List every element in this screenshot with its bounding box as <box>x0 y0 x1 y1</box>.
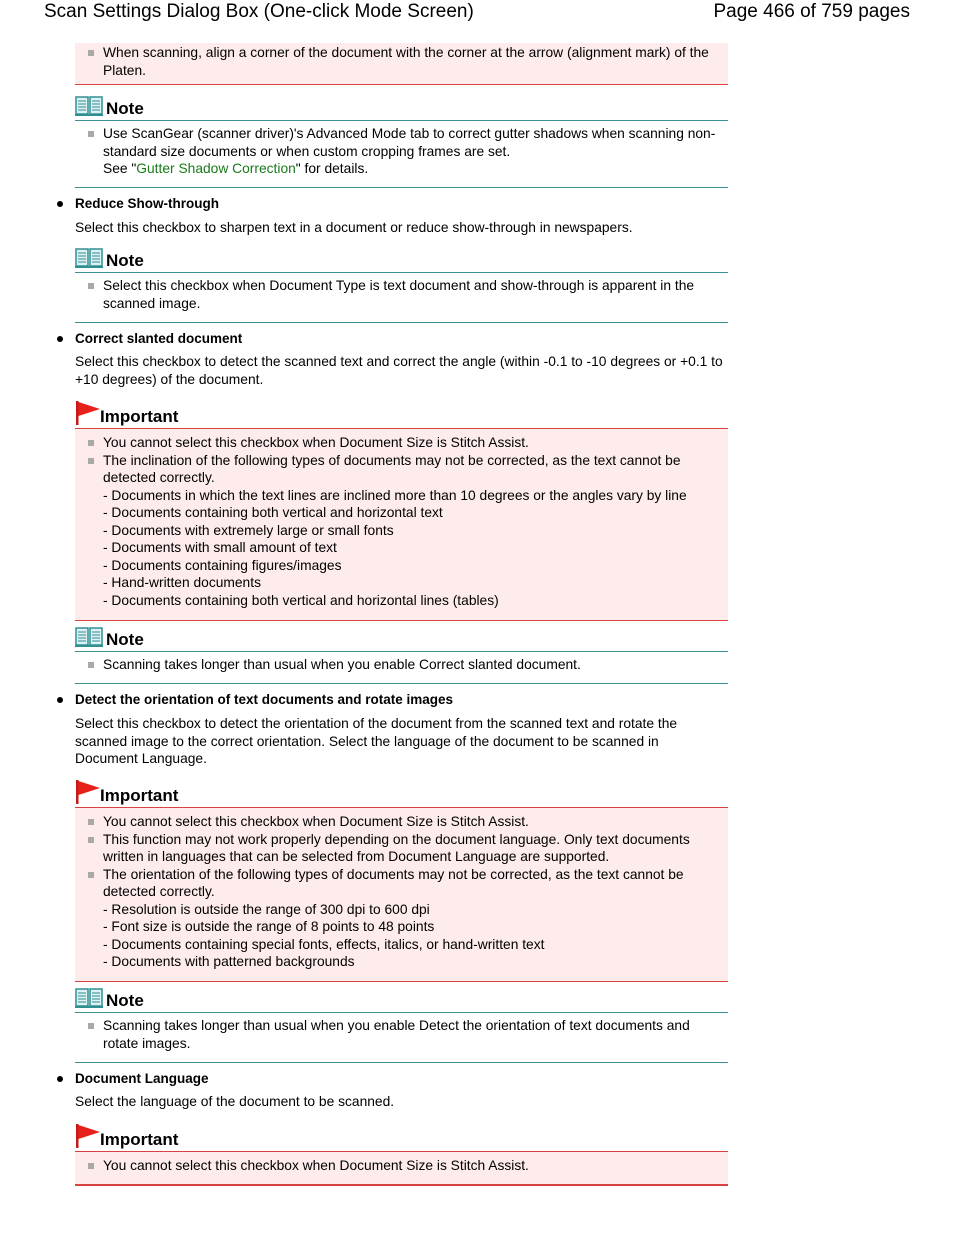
sub-list-item: - Documents containing figures/images <box>103 557 342 573</box>
important-box <box>75 807 728 982</box>
section-title: Correct slanted document <box>75 331 243 346</box>
section-description: Select the language of the document to be scanned. <box>75 1094 395 1109</box>
important-box-continued <box>75 43 728 85</box>
gray-square-icon <box>88 131 94 137</box>
red-flag-icon <box>75 401 101 425</box>
gutter-shadow-correction-link[interactable]: Gutter Shadow Correction <box>136 161 296 176</box>
open-book-icon <box>75 626 103 648</box>
section-title: Detect the orientation of text documents and rotate images <box>75 692 454 707</box>
important-label: Important <box>100 1130 179 1149</box>
note-label: Note <box>106 99 144 118</box>
sub-list-item: - Documents in which the text lines are inclined more than 10 degrees or the angles vary by line <box>103 487 687 503</box>
gray-square-icon <box>88 440 94 446</box>
red-flag-icon <box>75 1124 101 1148</box>
gray-square-icon <box>88 283 94 289</box>
list-item: Use ScanGear (scanner driver)'s Advanced Mode tab to correct gutter shadows when scanning non-standard size documents or when custom cropping frames are set. See "Gutter Shadow Correction" for details. <box>75 125 728 178</box>
list-item: You cannot select this checkbox when Document Size is Stitch Assist. <box>75 1157 728 1175</box>
note-box <box>75 1012 728 1063</box>
open-book-icon <box>75 95 103 117</box>
sub-list-item: - Font size is outside the range of 8 points to 48 points <box>103 919 435 934</box>
important-heading <box>75 1125 728 1151</box>
page-title: Scan Settings Dialog Box (One-click Mode Screen) <box>44 1 474 22</box>
open-book-icon <box>75 247 103 269</box>
sub-list-item: - Documents containing both vertical and horizontal text <box>103 505 443 520</box>
important-heading <box>75 781 728 807</box>
bullet-dot <box>57 201 63 207</box>
note-heading <box>75 986 728 1012</box>
list-item: Scanning takes longer than usual when you enable Detect the orientation of text documents and rotate images. <box>75 1017 728 1052</box>
note-box <box>75 651 728 684</box>
sub-list-item: - Documents containing special fonts, effects, italics, or hand-written text <box>103 936 545 952</box>
important-label: Important <box>100 407 179 426</box>
list-item: The orientation of the following types of documents may not be corrected, as the text cannot be detected correctly. <box>75 866 728 901</box>
note-label: Note <box>106 251 144 270</box>
section-description: Select this checkbox to detect the orientation of the document from the scanned text and rotate the scanned image to the correct orientation. Select the language of the document to be scanned in Document Language. <box>75 716 678 766</box>
gray-square-icon <box>88 458 94 464</box>
note-heading <box>75 94 728 120</box>
gray-square-icon <box>88 662 94 668</box>
note-box <box>75 272 728 323</box>
open-book-icon <box>75 987 103 1009</box>
gray-square-icon <box>88 872 94 878</box>
page-number: Page 466 of 759 pages <box>713 1 910 22</box>
sub-list-item: - Hand-written documents <box>103 575 261 590</box>
important-label: Important <box>100 786 179 805</box>
list-item: Scanning takes longer than usual when you enable Correct slanted document. <box>75 656 728 674</box>
gray-square-icon <box>88 837 94 843</box>
gray-square-icon <box>88 1023 94 1029</box>
note-heading <box>75 246 728 272</box>
gray-square-icon <box>88 1163 94 1169</box>
sub-list-item: - Documents with patterned backgrounds <box>103 954 355 969</box>
sub-list-item: - Documents with small amount of text <box>103 540 337 555</box>
sub-list-item: - Documents with extremely large or small fonts <box>103 522 394 538</box>
list-item: You cannot select this checkbox when Document Size is Stitch Assist. <box>75 813 728 831</box>
bullet-dot <box>57 1076 63 1082</box>
important-box <box>75 428 728 621</box>
section-description: Select this checkbox to sharpen text in a document or reduce show-through in newspapers. <box>75 220 633 235</box>
red-flag-icon <box>75 780 101 804</box>
list-item: Select this checkbox when Document Type is text document and show-through is apparent in the scanned image. <box>75 277 728 312</box>
list-item: You cannot select this checkbox when Document Size is Stitch Assist. <box>75 434 728 452</box>
list-item: This function may not work properly depending on the document language. Only text documents written in languages that can be selected from Document Language are supported. <box>75 831 728 866</box>
section-title: Reduce Show-through <box>75 196 219 211</box>
section-description: Select this checkbox to detect the scanned text and correct the angle (within -0.1 to -10 degrees or +0.1 to +10 degrees) of the document. <box>75 354 723 387</box>
bullet-dot <box>57 697 63 703</box>
sub-list-item: - Resolution is outside the range of 300 dpi to 600 dpi <box>103 901 430 917</box>
list-item: When scanning, align a corner of the document with the corner at the arrow (alignment mark) of the Platen. <box>75 44 728 79</box>
note-label: Note <box>106 630 144 649</box>
section-title: Document Language <box>75 1071 209 1086</box>
note-box <box>75 120 728 188</box>
note-heading <box>75 625 728 651</box>
list-item: The inclination of the following types of documents may not be corrected, as the text cannot be detected correctly. <box>75 452 728 487</box>
important-box <box>75 1151 728 1186</box>
sub-list-item: - Documents containing both vertical and horizontal lines (tables) <box>103 592 499 608</box>
gray-square-icon <box>88 50 94 56</box>
gray-square-icon <box>88 819 94 825</box>
note-label: Note <box>106 991 144 1010</box>
bullet-dot <box>57 336 63 342</box>
important-heading <box>75 402 728 428</box>
